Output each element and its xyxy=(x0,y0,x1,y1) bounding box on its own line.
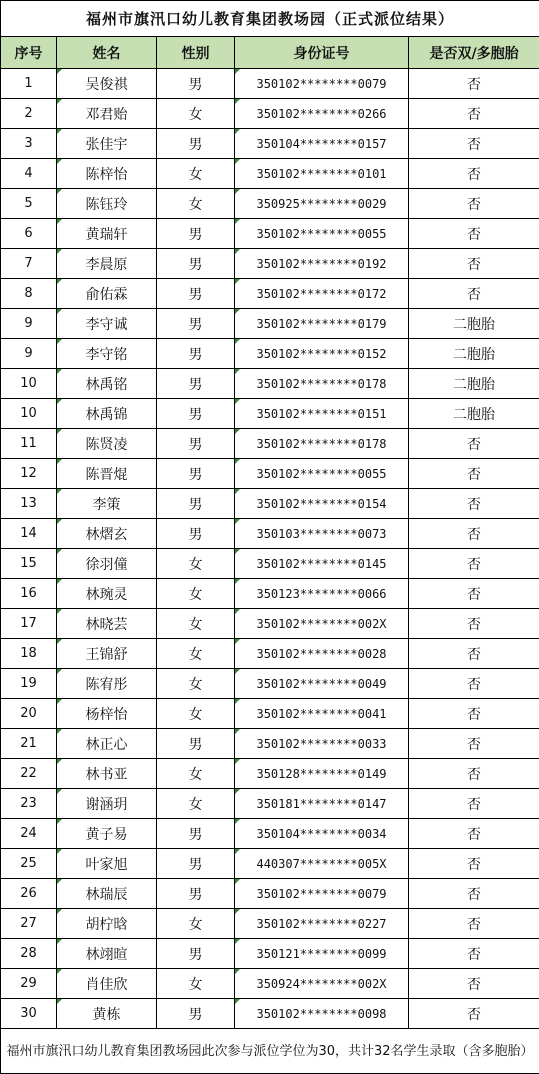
cell-gender: 男 xyxy=(157,399,235,429)
cell-name: 陈梓怡 xyxy=(57,159,157,189)
cell-twin: 否 xyxy=(409,69,539,99)
cell-gender: 男 xyxy=(157,339,235,369)
cell-name: 林翊暄 xyxy=(57,939,157,969)
cell-name: 俞佑霖 xyxy=(57,279,157,309)
cell-id: 350102********0152 xyxy=(235,339,409,369)
footer-note: 福州市旗汛口幼儿教育集团教场园此次参与派位学位为30，共计32名学生录取（含多胞胎） xyxy=(1,1029,539,1074)
cell-seq: 4 xyxy=(1,159,57,189)
cell-name: 徐羽僮 xyxy=(57,549,157,579)
cell-twin: 否 xyxy=(409,759,539,789)
cell-gender: 男 xyxy=(157,129,235,159)
cell-gender: 男 xyxy=(157,489,235,519)
cell-id: 350102********0145 xyxy=(235,549,409,579)
cell-id: 350102********0028 xyxy=(235,639,409,669)
cell-seq: 2 xyxy=(1,99,57,129)
table-row xyxy=(1,369,539,399)
cell-id: 350924********002X xyxy=(235,969,409,999)
cell-seq: 13 xyxy=(1,489,57,519)
cell-seq: 27 xyxy=(1,909,57,939)
cell-seq: 25 xyxy=(1,849,57,879)
cell-twin: 否 xyxy=(409,819,539,849)
cell-gender: 男 xyxy=(157,69,235,99)
cell-seq: 18 xyxy=(1,639,57,669)
table-row xyxy=(1,99,539,129)
cell-name: 林正心 xyxy=(57,729,157,759)
cell-id: 350102********0055 xyxy=(235,459,409,489)
table-row xyxy=(1,699,539,729)
cell-id: 350128********0149 xyxy=(235,759,409,789)
cell-twin: 否 xyxy=(409,579,539,609)
cell-id: 350102********0178 xyxy=(235,429,409,459)
table-row xyxy=(1,159,539,189)
cell-name: 李策 xyxy=(57,489,157,519)
cell-gender: 男 xyxy=(157,279,235,309)
cell-id: 350102********0227 xyxy=(235,909,409,939)
cell-twin: 否 xyxy=(409,639,539,669)
table-row xyxy=(1,789,539,819)
cell-name: 林禹铭 xyxy=(57,369,157,399)
cell-name: 谢涵玥 xyxy=(57,789,157,819)
cell-id: 350102********002X xyxy=(235,609,409,639)
cell-twin: 否 xyxy=(409,249,539,279)
cell-gender: 男 xyxy=(157,879,235,909)
cell-gender: 女 xyxy=(157,669,235,699)
cell-id: 350102********0192 xyxy=(235,249,409,279)
cell-twin: 否 xyxy=(409,129,539,159)
cell-seq: 10 xyxy=(1,399,57,429)
cell-twin: 否 xyxy=(409,549,539,579)
cell-id: 440307********005X xyxy=(235,849,409,879)
cell-id: 350925********0029 xyxy=(235,189,409,219)
table-row xyxy=(1,999,539,1029)
table-row xyxy=(1,819,539,849)
cell-gender: 男 xyxy=(157,819,235,849)
table-row xyxy=(1,729,539,759)
table-row xyxy=(1,219,539,249)
cell-id: 350102********0151 xyxy=(235,399,409,429)
cell-name: 林瑞辰 xyxy=(57,879,157,909)
cell-name: 叶家旭 xyxy=(57,849,157,879)
cell-gender: 女 xyxy=(157,549,235,579)
cell-name: 林书亚 xyxy=(57,759,157,789)
cell-name: 陈贤凌 xyxy=(57,429,157,459)
table-row xyxy=(1,579,539,609)
cell-seq: 29 xyxy=(1,969,57,999)
cell-id: 350104********0157 xyxy=(235,129,409,159)
cell-seq: 24 xyxy=(1,819,57,849)
table-row xyxy=(1,879,539,909)
cell-name: 李晨原 xyxy=(57,249,157,279)
table-row xyxy=(1,309,539,339)
cell-name: 肖佳欣 xyxy=(57,969,157,999)
cell-gender: 女 xyxy=(157,609,235,639)
table-row xyxy=(1,429,539,459)
cell-seq: 6 xyxy=(1,219,57,249)
cell-twin: 否 xyxy=(409,909,539,939)
cell-name: 陈钰玲 xyxy=(57,189,157,219)
table-title: 福州市旗汛口幼儿教育集团教场园（正式派位结果） xyxy=(1,1,539,37)
cell-gender: 男 xyxy=(157,999,235,1029)
cell-seq: 21 xyxy=(1,729,57,759)
cell-seq: 10 xyxy=(1,369,57,399)
cell-id: 350102********0266 xyxy=(235,99,409,129)
cell-name: 黄子易 xyxy=(57,819,157,849)
cell-gender: 男 xyxy=(157,219,235,249)
cell-twin: 否 xyxy=(409,459,539,489)
cell-seq: 22 xyxy=(1,759,57,789)
cell-id: 350102********0079 xyxy=(235,879,409,909)
cell-id: 350181********0147 xyxy=(235,789,409,819)
cell-twin: 否 xyxy=(409,879,539,909)
cell-seq: 5 xyxy=(1,189,57,219)
header-row xyxy=(1,37,539,69)
cell-name: 黄瑞轩 xyxy=(57,219,157,249)
cell-name: 吴俊祺 xyxy=(57,69,157,99)
table-row xyxy=(1,489,539,519)
cell-gender: 男 xyxy=(157,939,235,969)
table-row xyxy=(1,519,539,549)
cell-name: 杨梓怡 xyxy=(57,699,157,729)
cell-gender: 女 xyxy=(157,159,235,189)
table-row xyxy=(1,249,539,279)
cell-seq: 3 xyxy=(1,129,57,159)
cell-seq: 16 xyxy=(1,579,57,609)
table-row xyxy=(1,459,539,489)
table-row xyxy=(1,339,539,369)
header-name: 姓名 xyxy=(57,37,157,69)
cell-name: 林熠玄 xyxy=(57,519,157,549)
cell-gender: 女 xyxy=(157,789,235,819)
cell-name: 黄栋 xyxy=(57,999,157,1029)
cell-seq: 11 xyxy=(1,429,57,459)
table-row xyxy=(1,849,539,879)
cell-gender: 女 xyxy=(157,579,235,609)
cell-gender: 女 xyxy=(157,969,235,999)
cell-twin: 否 xyxy=(409,999,539,1029)
cell-id: 350121********0099 xyxy=(235,939,409,969)
cell-name: 林禹锦 xyxy=(57,399,157,429)
table-row xyxy=(1,189,539,219)
cell-gender: 男 xyxy=(157,309,235,339)
cell-twin: 否 xyxy=(409,699,539,729)
cell-seq: 9 xyxy=(1,309,57,339)
cell-twin: 否 xyxy=(409,669,539,699)
table-row xyxy=(1,969,539,999)
cell-gender: 男 xyxy=(157,729,235,759)
cell-id: 350102********0172 xyxy=(235,279,409,309)
cell-twin: 否 xyxy=(409,489,539,519)
cell-id: 350102********0178 xyxy=(235,369,409,399)
cell-seq: 20 xyxy=(1,699,57,729)
cell-twin: 否 xyxy=(409,969,539,999)
table-row xyxy=(1,939,539,969)
cell-id: 350102********0179 xyxy=(235,309,409,339)
cell-seq: 15 xyxy=(1,549,57,579)
cell-gender: 男 xyxy=(157,849,235,879)
table-row xyxy=(1,399,539,429)
cell-gender: 女 xyxy=(157,699,235,729)
cell-seq: 26 xyxy=(1,879,57,909)
cell-name: 林晓芸 xyxy=(57,609,157,639)
cell-gender: 女 xyxy=(157,639,235,669)
cell-id: 350102********0041 xyxy=(235,699,409,729)
cell-seq: 17 xyxy=(1,609,57,639)
cell-seq: 9 xyxy=(1,339,57,369)
cell-id: 350102********0098 xyxy=(235,999,409,1029)
table-row xyxy=(1,609,539,639)
footer-row xyxy=(1,1029,539,1074)
cell-twin: 否 xyxy=(409,789,539,819)
cell-name: 李守诚 xyxy=(57,309,157,339)
cell-seq: 12 xyxy=(1,459,57,489)
cell-seq: 14 xyxy=(1,519,57,549)
cell-twin: 否 xyxy=(409,279,539,309)
cell-gender: 女 xyxy=(157,759,235,789)
table-row xyxy=(1,909,539,939)
cell-name: 陈晋焜 xyxy=(57,459,157,489)
cell-name: 张佳宇 xyxy=(57,129,157,159)
cell-twin: 否 xyxy=(409,609,539,639)
cell-twin: 二胞胎 xyxy=(409,399,539,429)
cell-twin: 否 xyxy=(409,849,539,879)
cell-twin: 二胞胎 xyxy=(409,339,539,369)
table-row xyxy=(1,69,539,99)
cell-gender: 男 xyxy=(157,429,235,459)
cell-name: 陈宥彤 xyxy=(57,669,157,699)
cell-twin: 二胞胎 xyxy=(409,309,539,339)
cell-twin: 二胞胎 xyxy=(409,369,539,399)
cell-seq: 19 xyxy=(1,669,57,699)
cell-name: 胡柠晗 xyxy=(57,909,157,939)
table-row xyxy=(1,759,539,789)
cell-seq: 30 xyxy=(1,999,57,1029)
cell-twin: 否 xyxy=(409,939,539,969)
cell-twin: 否 xyxy=(409,729,539,759)
table-row xyxy=(1,549,539,579)
table-row xyxy=(1,129,539,159)
cell-gender: 男 xyxy=(157,369,235,399)
cell-id: 350102********0154 xyxy=(235,489,409,519)
table-row xyxy=(1,669,539,699)
cell-id: 350103********0073 xyxy=(235,519,409,549)
table-row xyxy=(1,279,539,309)
cell-name: 林琬灵 xyxy=(57,579,157,609)
cell-gender: 男 xyxy=(157,459,235,489)
cell-seq: 1 xyxy=(1,69,57,99)
header-twin: 是否双/多胞胎 xyxy=(409,37,539,69)
cell-seq: 7 xyxy=(1,249,57,279)
header-gender: 性别 xyxy=(157,37,235,69)
cell-twin: 否 xyxy=(409,519,539,549)
cell-gender: 女 xyxy=(157,189,235,219)
table-row xyxy=(1,639,539,669)
cell-gender: 男 xyxy=(157,249,235,279)
cell-twin: 否 xyxy=(409,189,539,219)
cell-id: 350102********0079 xyxy=(235,69,409,99)
cell-seq: 23 xyxy=(1,789,57,819)
cell-gender: 女 xyxy=(157,99,235,129)
cell-gender: 女 xyxy=(157,909,235,939)
cell-id: 350102********0049 xyxy=(235,669,409,699)
cell-name: 李守铭 xyxy=(57,339,157,369)
cell-gender: 男 xyxy=(157,519,235,549)
cell-id: 350123********0066 xyxy=(235,579,409,609)
cell-name: 邓君贻 xyxy=(57,99,157,129)
cell-id: 350102********0101 xyxy=(235,159,409,189)
cell-id: 350102********0055 xyxy=(235,219,409,249)
cell-twin: 否 xyxy=(409,429,539,459)
cell-twin: 否 xyxy=(409,99,539,129)
cell-seq: 8 xyxy=(1,279,57,309)
header-id: 身份证号 xyxy=(235,37,409,69)
header-seq: 序号 xyxy=(1,37,57,69)
cell-id: 350104********0034 xyxy=(235,819,409,849)
cell-name: 王锦舒 xyxy=(57,639,157,669)
cell-seq: 28 xyxy=(1,939,57,969)
cell-id: 350102********0033 xyxy=(235,729,409,759)
cell-twin: 否 xyxy=(409,219,539,249)
cell-twin: 否 xyxy=(409,159,539,189)
